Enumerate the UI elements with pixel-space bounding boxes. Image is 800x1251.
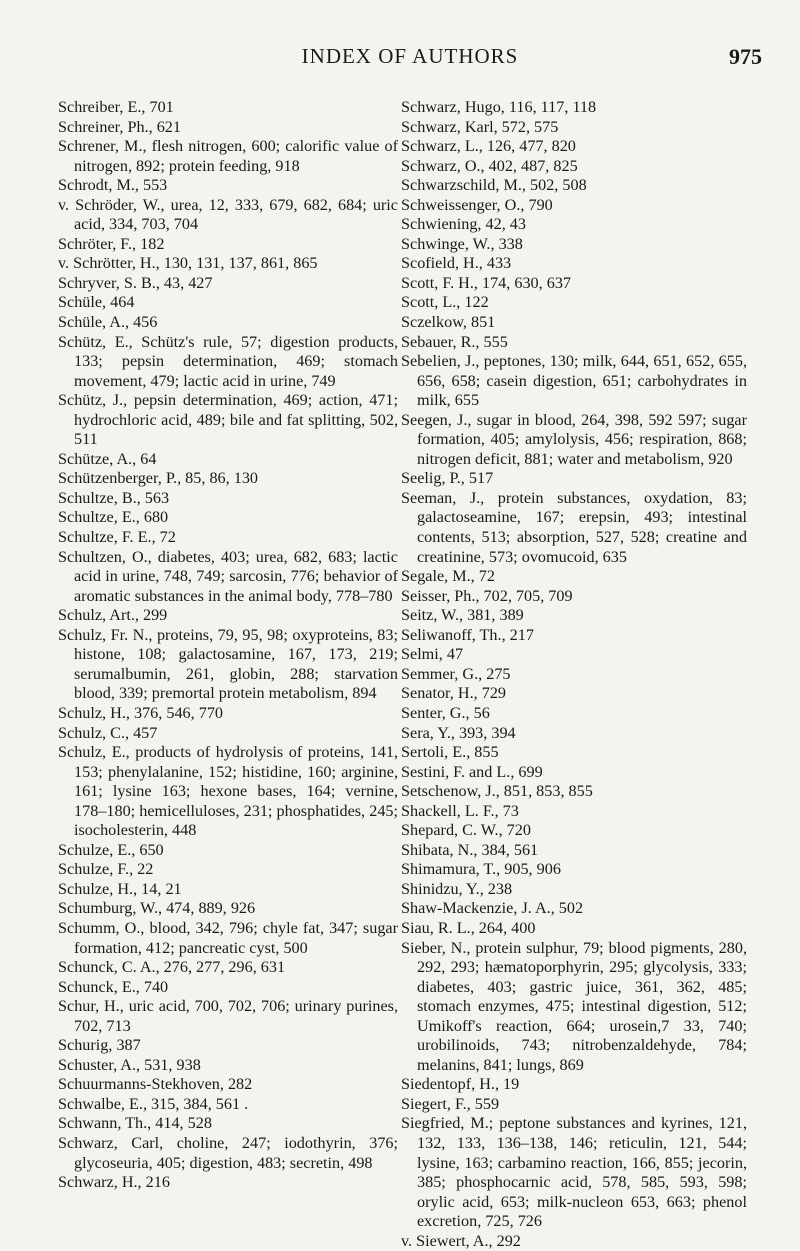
index-entry: v. Schrötter, H., 130, 131, 137, 861, 865 [58, 254, 318, 273]
index-entry: Schütze, A., 64 [58, 449, 157, 468]
index-entry: Schunck, E., 740 [58, 977, 169, 996]
index-entry: Schumburg, W., 474, 889, 926 [58, 899, 256, 918]
index-entry: Schulz, E., products of hydrolysis of proteins, 141, 153; phenylalanine, 152; histidine, 160; arginine, 161; lysine 163; hexone bases, 164; vernine, 178–180; hemicelluloses, 231; phosphatides, 245; isocholesterin, 448 [58, 743, 398, 840]
index-entry: Schulz, Art., 299 [58, 606, 168, 625]
index-entry: Shinidzu, Y., 238 [401, 879, 513, 898]
index-entry: Schrodt, M., 553 [58, 176, 168, 195]
index-entry: Shibata, N., 384, 561 [401, 840, 539, 859]
index-entry: Schröter, F., 182 [58, 234, 165, 253]
index-entry: Schwiening, 42, 43 [401, 215, 526, 234]
page-header [58, 44, 762, 74]
index-entry: Schur, H., uric acid, 700, 702, 706; urinary purines, 702, 713 [58, 997, 398, 1035]
index-entry: Seelig, P., 517 [401, 469, 494, 488]
index-entry: Siedentopf, H., 19 [401, 1075, 520, 1094]
index-entry: Schulze, E., 650 [58, 840, 164, 859]
index-entry: Schulz, Fr. N., proteins, 79, 95, 98; oxyproteins, 83; histone, 108; galactosamine, 167, 173, 219; serumalbumin, 261, globin, 288; starvation blood, 339; premortal protein metabolism, 894 [58, 625, 398, 703]
index-entry: Seitz, W., 381, 389 [401, 606, 524, 625]
index-entry: Shaw-Mackenzie, J. A., 502 [401, 899, 584, 918]
index-entry: Shimamura, T., 905, 906 [401, 860, 561, 879]
index-entry: Shepard, C. W., 720 [401, 821, 531, 840]
index-entry: Senter, G., 56 [401, 703, 490, 722]
page-title: INDEX OF AUTHORS [301, 44, 519, 68]
index-entry: Semmer, G., 275 [401, 664, 511, 683]
index-entry: Sieber, N., protein sulphur, 79; blood pigments, 280, 292, 293; hæmatoporphyrin, 295; glycolysis, 333; diabetes, 403; gastric juice, 361, 362, 485; stomach enzymes, 475; intestinal digestion, 512; Umikoff's reaction, 664; urosein,7 33, 740; urobilinoids, 743; nitrobenzaldehyde, 784; melanins, 841; lungs, 869 [401, 938, 747, 1074]
index-entry: Sertoli, E., 855 [401, 743, 499, 762]
index-entry: Segale, M., 72 [401, 567, 495, 586]
index-entry: Seliwanoff, Th., 217 [401, 625, 534, 644]
index-entry: Sestini, F. and L., 699 [401, 762, 543, 781]
index-entry: Scott, F. H., 174, 630, 637 [401, 273, 572, 292]
index-entry: Schüle, 464 [58, 293, 135, 312]
index-entry: Schreiber, E., 701 [58, 98, 174, 116]
index-entry: Seeman, J., protein substances, oxydation, 83; galactoseamine, 167; erepsin, 493; intestinal contents, 513; absorption, 527, 528; creatine and creatinine, 573; ovomucoid, 635 [401, 488, 747, 566]
index-entry: Schreiner, Ph., 621 [58, 117, 181, 136]
index-entry: Schwarz, Hugo, 116, 117, 118 [401, 98, 597, 116]
index-entry: Schwarz, O., 402, 487, 825 [401, 156, 578, 175]
index-entry: Schütz, J., pepsin determination, 469; action, 471; hydrochloric acid, 489; bile and fat splitting, 502, 511 [58, 391, 398, 449]
index-entry: Schryver, S. B., 43, 427 [58, 273, 213, 292]
index-entry: Schurig, 387 [58, 1036, 141, 1055]
index-entry: Scofield, H., 433 [401, 254, 512, 273]
index-entry: Sczelkow, 851 [401, 313, 496, 332]
index-entry: Schunck, C. A., 276, 277, 296, 631 [58, 958, 286, 977]
index-entry: Sebauer, R., 555 [401, 332, 508, 351]
index-entry: Schwarzschild, M., 502, 508 [401, 176, 587, 195]
page-number: 975 [729, 44, 762, 69]
index-entry: Schultzen, O., diabetes, 403; urea, 682, 683; lactic acid in urine, 748, 749; sarcosin, 776; behavior of aromatic substances in the animal body, 778–780 [58, 547, 398, 605]
index-entry: Selmi, 47 [401, 645, 464, 664]
index-entry: Schulz, H., 376, 546, 770 [58, 703, 224, 722]
index-entry: Schuurmanns-Stekhoven, 282 [58, 1075, 253, 1094]
index-entry: Schwarz, H., 216 [58, 1173, 170, 1192]
index-entry: Schüle, A., 456 [58, 313, 158, 332]
index-entry: Scott, L., 122 [401, 293, 489, 312]
index-entry: Sebelien, J., peptones, 130; milk, 644, 651, 652, 655, 656, 658; casein digestion, 651; carbohydrates in milk, 655 [401, 352, 747, 410]
index-entry: Schweissenger, O., 790 [401, 195, 553, 214]
index-entry: Siegfried, M.; peptone substances and kyrines, 121, 132, 133, 136–138, 146; reticulin, 121, 544; lysine, 163; carbamino reaction, 166, 855; jecorin, 385; phosphocarnic acid, 578, 585, 593, 598; orylic acid, 653; milk-nucleon 653, 663; phenol excretion, 725, 726 [401, 1114, 747, 1231]
index-entry: Schwarz, Karl, 572, 575 [401, 117, 559, 136]
index-entry: Schwarz, L., 126, 477, 820 [401, 137, 576, 156]
index-entry: Seisser, Ph., 702, 705, 709 [401, 586, 573, 605]
index-entry: Siau, R. L., 264, 400 [401, 918, 536, 937]
index-entry: Schultze, B., 563 [58, 488, 170, 507]
index-entry: v. Schröder, W., urea, 12, 333, 679, 682, 684; uric acid, 334, 703, 704 [58, 195, 398, 234]
index-entry: Schwinge, W., 338 [401, 234, 523, 253]
index-entry: Seegen, J., sugar in blood, 264, 398, 592 597; sugar formation, 405; amylolysis, 456; respiration, 868; nitrogen deficit, 881; water and metabolism, 920 [401, 410, 747, 468]
index-entry: Schulze, H., 14, 21 [58, 879, 182, 898]
index-entry: Schulze, F., 22 [58, 860, 154, 879]
index-entry: v. Siewert, A., 292 [401, 1231, 521, 1250]
index-entry: Sera, Y., 393, 394 [401, 723, 516, 742]
index-entry: Schwarz, Carl, choline, 247; iodothyrin, 376; glycoseuria, 405; digestion, 483; secretin, 498 [58, 1133, 398, 1172]
index-entry: Schützenberger, P., 85, 86, 130 [58, 469, 259, 488]
index-entry: Schumm, O., blood, 342, 796; chyle fat, 347; sugar formation, 412; pancreatic cyst, 500 [58, 918, 398, 957]
index-entry: Schuster, A., 531, 938 [58, 1055, 201, 1074]
index-entry: Siegert, F., 559 [401, 1094, 500, 1113]
index-entry: Schütz, E., Schütz's rule, 57; digestion products, 133; pepsin determination, 469; stomach movement, 479; lactic acid in urine, 749 [58, 332, 398, 390]
index-column-left [58, 98, 398, 1193]
index-entry: Schwalbe, E., 315, 384, 561 . [58, 1094, 249, 1113]
index-entry: Schwann, Th., 414, 528 [58, 1114, 212, 1133]
index-entry: Shackell, L. F., 73 [401, 801, 519, 820]
index-entry: Schultze, E., 680 [58, 508, 169, 527]
index-entry: Senator, H., 729 [401, 684, 507, 703]
index-entry: Schulz, C., 457 [58, 723, 158, 742]
index-entry: Schrener, M., flesh nitrogen, 600; calorific value of nitrogen, 892; protein feeding, 918 [58, 137, 398, 175]
index-entry: Schultze, F. E., 72 [58, 528, 176, 547]
index-entry: Setschenow, J., 851, 853, 855 [401, 782, 593, 801]
index-column-right [401, 98, 747, 1251]
